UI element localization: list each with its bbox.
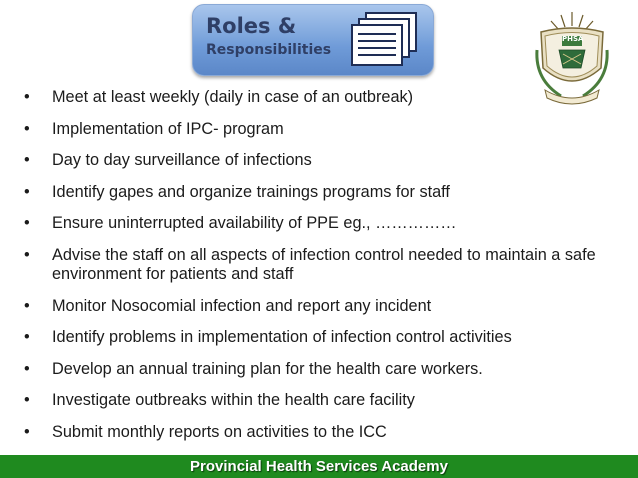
roles-banner — [192, 4, 434, 76]
list-item: • Meet at least weekly (daily in case of an outbreak) — [24, 88, 414, 106]
list-item: • Develop an annual training plan for the health care workers. — [24, 359, 483, 378]
list-item: • Advise the staff on all aspects of infection control needed to maintain a safe environment for patients and staff — [24, 245, 596, 283]
list-item: • Ensure uninterrupted availability of PPE eg., …………… — [24, 214, 457, 233]
responsibilities-list — [22, 88, 618, 455]
list-item: • Investigate outbreaks within the health care facility — [24, 391, 415, 410]
emblem-label: PHSA — [562, 35, 584, 43]
list-item: • Implementation of IPC- program — [24, 119, 284, 138]
list-item: • Monitor Nosocomial infection and report any incident — [24, 296, 432, 315]
footer-bar — [0, 455, 638, 478]
list-item: • Submit monthly reports on activities to the ICC — [24, 422, 387, 441]
documents-icon — [344, 11, 422, 69]
list-item: • Identify gapes and organize trainings programs for staff — [24, 182, 450, 201]
banner-subtitle: Responsibilities — [206, 42, 332, 58]
banner-title: Roles & — [206, 14, 297, 38]
footer-text: Provincial Health Services Academy — [190, 458, 448, 475]
list-item: • Day to day surveillance of infections — [24, 151, 312, 170]
list-item: • Identify problems in implementation of infection control activities — [24, 328, 512, 347]
